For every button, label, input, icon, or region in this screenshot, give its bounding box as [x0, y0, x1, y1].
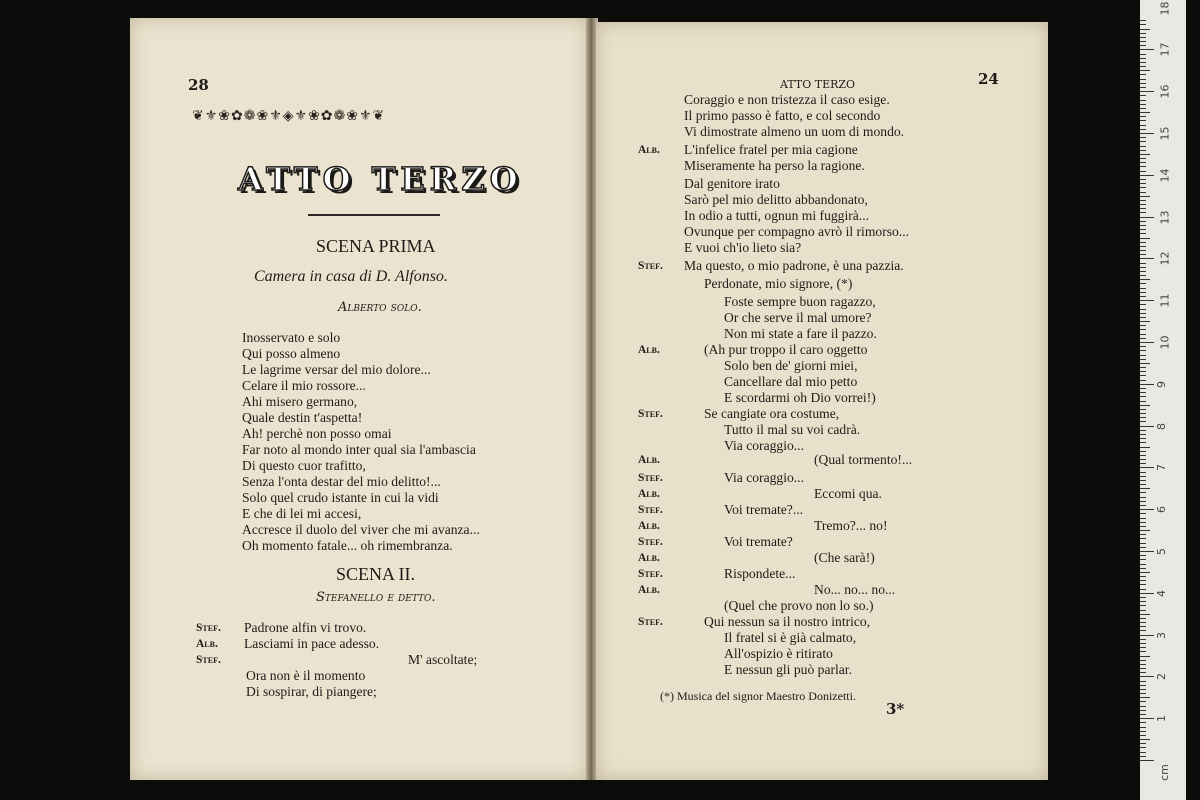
ruler-tick — [1140, 120, 1146, 121]
ruler-tick — [1140, 488, 1150, 489]
ornament-icon: ❦⚜❀✿❁❀⚜◈⚜❀✿❁❀⚜❦ — [192, 108, 386, 124]
verse-line: Solo ben de' giorni miei, — [724, 358, 858, 373]
ruler-tick — [1140, 104, 1146, 105]
verse-line: Via coraggio... — [724, 438, 804, 453]
ruler-tick — [1140, 62, 1146, 63]
ruler-tick — [1140, 317, 1146, 318]
ruler-tick — [1140, 221, 1146, 222]
verse-line: Di questo cuor trafitto, — [242, 458, 366, 473]
ruler-tick — [1140, 41, 1146, 42]
ruler-tick — [1140, 363, 1150, 364]
ruler-tick — [1140, 656, 1150, 657]
scene1-title: SCENA PRIMA — [316, 236, 436, 256]
verse-line: Il primo passo è fatto, e col secondo — [684, 108, 881, 123]
verse-line: Senza l'onta destar del mio delitto!... — [242, 474, 441, 489]
ruler-number: 6 — [1155, 506, 1168, 514]
speaker-label: Alb. — [638, 584, 660, 596]
act-title: ATTO TERZO — [238, 160, 523, 198]
verse-line: Celare il mio rossore... — [242, 378, 366, 393]
verse-line: Far noto al mondo inter qual sia l'ambascia — [242, 442, 476, 457]
ruler-tick — [1140, 66, 1146, 67]
verse-line: Quale destin t'aspetta! — [242, 410, 363, 425]
ruler-tick — [1140, 584, 1146, 585]
ruler-tick — [1140, 442, 1146, 443]
running-head: ATTO TERZO — [780, 78, 856, 91]
ruler-tick — [1140, 166, 1146, 167]
ruler-tick — [1140, 175, 1154, 176]
ruler-tick — [1140, 689, 1146, 690]
ruler-tick — [1140, 413, 1146, 414]
ruler-tick — [1140, 459, 1146, 460]
ruler-tick — [1140, 70, 1150, 71]
verse-line: Cancellare dal mio petto — [724, 374, 858, 389]
footnote: (*) Musica del signor Maestro Donizetti. — [660, 689, 856, 703]
right-page-number: 24 — [978, 70, 999, 88]
ruler-tick — [1140, 146, 1146, 147]
ruler-tick — [1140, 355, 1146, 356]
ruler-number: 18 — [1158, 1, 1172, 16]
verse-line: Qui nessun sa il nostro intrico, — [704, 614, 871, 629]
verse-line: Miseramente ha perso la ragione. — [684, 158, 865, 173]
ruler-tick — [1140, 112, 1150, 113]
verse-line: Tremo?... no! — [814, 518, 888, 533]
ruler-tick — [1140, 417, 1146, 418]
signature-mark: 3* — [886, 700, 905, 718]
ruler-number: 11 — [1158, 293, 1172, 308]
ruler-tick — [1140, 338, 1146, 339]
ruler-tick — [1140, 380, 1146, 381]
ruler-tick — [1140, 626, 1146, 627]
verse-line: Le lagrime versar del mio dolore... — [242, 362, 431, 377]
verse-line: Solo quel crudo istante in cui la vidi — [242, 490, 439, 505]
ruler-tick — [1140, 279, 1150, 280]
speaker-label: Stef. — [638, 504, 663, 516]
ruler-tick — [1140, 476, 1146, 477]
ruler-tick — [1140, 254, 1146, 255]
ruler-tick — [1140, 518, 1146, 519]
speaker-label: Alb. — [638, 520, 660, 532]
ruler-tick — [1140, 492, 1146, 493]
ruler-tick — [1140, 300, 1154, 301]
ruler-tick — [1140, 401, 1146, 402]
verse-line: Perdonate, mio signore, (*) — [704, 276, 853, 291]
ruler-tick — [1140, 54, 1146, 55]
speaker-label: Alb. — [638, 344, 660, 356]
ruler-tick — [1140, 342, 1154, 343]
ruler-tick — [1140, 367, 1146, 368]
verse-line: E vuoi ch'io lieto sia? — [684, 240, 802, 255]
ruler-tick — [1140, 321, 1150, 322]
ruler-tick — [1140, 125, 1146, 126]
ruler-tick — [1140, 158, 1146, 159]
verse-line: Coraggio e non tristezza il caso esige. — [684, 92, 890, 107]
ruler-tick — [1140, 208, 1146, 209]
ruler-tick — [1140, 405, 1150, 406]
speaker-label: Alb. — [638, 488, 660, 500]
ruler-number: 10 — [1158, 335, 1172, 350]
ruler-tick — [1140, 660, 1146, 661]
speaker-label: Stef. — [638, 408, 663, 420]
ruler-tick — [1140, 329, 1146, 330]
ruler-number: 2 — [1155, 673, 1168, 681]
ruler-tick — [1140, 706, 1146, 707]
speaker-label: Stef. — [638, 616, 663, 628]
ruler-tick — [1140, 304, 1146, 305]
title-rule — [308, 214, 440, 216]
verse-line: (Qual tormento!... — [814, 452, 913, 467]
ruler-tick — [1140, 74, 1146, 75]
ruler-tick — [1140, 49, 1154, 50]
ruler-tick — [1140, 246, 1146, 247]
ruler-number: 17 — [1158, 42, 1172, 57]
ruler-tick — [1140, 133, 1154, 134]
ruler-tick — [1140, 267, 1146, 268]
ruler-tick — [1140, 668, 1146, 669]
ruler-tick — [1140, 375, 1146, 376]
ruler-tick — [1140, 426, 1154, 427]
ruler-unit: cm — [1157, 764, 1171, 781]
ruler-number: 1 — [1155, 715, 1168, 723]
ruler-tick — [1140, 614, 1150, 615]
ruler-tick — [1140, 225, 1146, 226]
ruler-tick — [1140, 747, 1146, 748]
ruler-tick — [1140, 238, 1150, 239]
ruler-tick — [1140, 547, 1146, 548]
scene1-setting: Camera in casa di D. Alfonso. — [254, 268, 448, 285]
ruler-tick — [1140, 421, 1146, 422]
ruler-number: 15 — [1158, 126, 1172, 141]
ruler-number: 12 — [1158, 251, 1172, 266]
ruler-tick — [1140, 24, 1146, 25]
ruler-tick — [1140, 676, 1154, 677]
scene1-character: Alberto solo. — [338, 300, 422, 315]
verse-line: M' ascoltate; — [408, 652, 478, 667]
ruler-tick — [1140, 29, 1150, 30]
ruler-number: 14 — [1158, 168, 1172, 183]
ruler-tick — [1140, 643, 1146, 644]
ruler-tick — [1140, 263, 1146, 264]
verse-line: Il fratel si è già calmato, — [724, 630, 857, 645]
speaker-label: Alb. — [196, 638, 218, 650]
verse-line: Tutto il mal su voi cadrà. — [724, 422, 861, 437]
ruler-tick — [1140, 204, 1146, 205]
ruler-tick — [1140, 568, 1146, 569]
speaker-label: Stef. — [638, 472, 663, 484]
ruler-tick — [1140, 530, 1150, 531]
ruler-tick — [1140, 150, 1146, 151]
speaker-label: Stef. — [196, 654, 221, 666]
ruler-number: 4 — [1155, 589, 1168, 597]
ruler-tick — [1140, 196, 1150, 197]
verse-line: Vi dimostrate almeno un uom di mondo. — [684, 124, 905, 139]
ruler-tick — [1140, 564, 1146, 565]
ruler-tick — [1140, 639, 1146, 640]
ruler-tick — [1140, 187, 1146, 188]
ruler-tick — [1140, 179, 1146, 180]
ruler-tick — [1140, 501, 1146, 502]
ruler-tick — [1140, 350, 1146, 351]
ruler-tick — [1140, 409, 1146, 410]
ruler-tick — [1140, 480, 1146, 481]
ruler-tick — [1140, 534, 1146, 535]
speaker-label: Alb. — [638, 454, 660, 466]
ruler-tick — [1140, 701, 1146, 702]
ruler-tick — [1140, 455, 1146, 456]
ruler-tick — [1140, 572, 1150, 573]
ruler-tick — [1140, 580, 1146, 581]
ruler-tick — [1140, 334, 1146, 335]
ruler-tick — [1140, 635, 1154, 636]
verse-line: Ovunque per compagno avrò il rimorso... — [684, 224, 910, 239]
verse-line: Lasciami in pace adesso. — [244, 636, 380, 651]
ruler-tick — [1140, 735, 1146, 736]
ruler-tick — [1140, 756, 1146, 757]
verse-line: Di sospirar, di piangere; — [246, 684, 377, 699]
verse-line: Via coraggio... — [724, 470, 804, 485]
ruler-tick — [1140, 438, 1146, 439]
ruler-tick — [1140, 618, 1146, 619]
ruler-tick — [1140, 217, 1154, 218]
ruler-tick — [1140, 87, 1146, 88]
ruler-tick — [1140, 538, 1146, 539]
ruler-tick — [1140, 739, 1150, 740]
ruler-tick — [1140, 309, 1146, 310]
ruler-tick — [1140, 630, 1146, 631]
verse-line: Sarò pel mio delitto abbandonato, — [684, 192, 868, 207]
ruler-number: 16 — [1158, 84, 1172, 99]
verse-line: (Che sarà!) — [814, 550, 875, 565]
verse-line: Ma questo, o mio padrone, è una pazzia. — [684, 258, 904, 273]
ruler-tick — [1140, 752, 1146, 753]
speaker-label: Stef. — [196, 622, 221, 634]
verse-line: (Quel che provo non lo so.) — [724, 598, 874, 613]
ruler-tick — [1140, 45, 1146, 46]
ruler-tick — [1140, 242, 1146, 243]
ruler-tick — [1140, 589, 1146, 590]
ruler-tick — [1140, 212, 1146, 213]
ruler-tick — [1140, 141, 1146, 142]
ruler-tick — [1140, 509, 1154, 510]
ruler-tick — [1140, 672, 1146, 673]
ruler-tick — [1140, 697, 1150, 698]
verse-line: Eccomi qua. — [814, 486, 882, 501]
ruler-tick — [1140, 484, 1146, 485]
ruler-tick — [1140, 543, 1146, 544]
ruler-tick — [1140, 129, 1146, 130]
verse-line: Se cangiate ora costume, — [704, 406, 840, 421]
speaker-label: Stef. — [638, 260, 663, 272]
verse-line: Foste sempre buon ragazzo, — [724, 294, 876, 309]
ruler-number: 13 — [1158, 210, 1172, 225]
ruler-tick — [1140, 522, 1146, 523]
ruler-tick — [1140, 37, 1146, 38]
speaker-label: Stef. — [638, 568, 663, 580]
ruler-tick — [1140, 727, 1146, 728]
ruler-tick — [1140, 200, 1146, 201]
ruler-tick — [1140, 58, 1146, 59]
ruler-tick — [1140, 229, 1146, 230]
verse-line: Voi tremate?... — [724, 502, 804, 517]
ruler-tick — [1140, 555, 1146, 556]
verse-line: No... no... no... — [814, 582, 896, 597]
ruler-tick — [1140, 250, 1146, 251]
ruler-number: 8 — [1155, 422, 1168, 430]
verse-line: Accresce il duolo del viver che mi avanza... — [242, 522, 480, 537]
ruler-tick — [1140, 472, 1146, 473]
ruler-tick — [1140, 743, 1146, 744]
ruler-tick — [1140, 505, 1146, 506]
ruler-tick — [1140, 154, 1150, 155]
verse-line: Voi tremate? — [724, 534, 793, 549]
ruler-tick — [1140, 651, 1146, 652]
ruler-tick — [1140, 731, 1146, 732]
ruler-tick — [1140, 162, 1146, 163]
verse-line: Ah! perchè non posso omai — [242, 426, 392, 441]
ruler-tick — [1140, 233, 1146, 234]
verse-line: Ahi misero germano, — [242, 394, 358, 409]
ruler-tick — [1140, 192, 1146, 193]
ruler-tick — [1140, 371, 1146, 372]
ruler-tick — [1140, 681, 1146, 682]
ruler-number: 3 — [1155, 631, 1168, 639]
verse-line: All'ospizio è ritirato — [724, 646, 833, 661]
ruler-tick — [1140, 760, 1154, 761]
speaker-label: Alb. — [638, 552, 660, 564]
ruler-tick — [1140, 171, 1146, 172]
ruler-tick — [1140, 288, 1146, 289]
verse-line: Ora non è il momento — [246, 668, 366, 683]
ruler-tick — [1140, 610, 1146, 611]
ruler-tick — [1140, 576, 1146, 577]
verse-line: Qui posso almeno — [242, 346, 341, 361]
ruler-tick — [1140, 83, 1146, 84]
ruler-tick — [1140, 551, 1154, 552]
ruler-number: 9 — [1155, 380, 1168, 388]
ruler-tick — [1140, 388, 1146, 389]
ruler-tick — [1140, 597, 1146, 598]
ruler-tick — [1140, 605, 1146, 606]
ruler-tick — [1140, 513, 1146, 514]
ruler-tick — [1140, 392, 1146, 393]
speaker-label: Stef. — [638, 536, 663, 548]
ruler-tick — [1140, 664, 1146, 665]
verse-line: In odio a tutti, ognun mi fuggirà... — [684, 208, 870, 223]
ruler-tick — [1140, 325, 1146, 326]
ruler-tick — [1140, 33, 1146, 34]
ruler-tick — [1140, 95, 1146, 96]
ruler-tick — [1140, 296, 1146, 297]
ruler-tick — [1140, 137, 1146, 138]
verse-line: Oh momento fatale... oh rimembranza. — [242, 538, 453, 553]
ruler-tick — [1140, 271, 1146, 272]
ruler-tick — [1140, 79, 1146, 80]
ruler-tick — [1140, 183, 1146, 184]
ruler-tick — [1140, 622, 1146, 623]
ruler-tick — [1140, 275, 1146, 276]
ruler-number: 7 — [1155, 464, 1168, 472]
ruler-tick — [1140, 685, 1146, 686]
ruler-tick — [1140, 434, 1146, 435]
ruler-tick — [1140, 100, 1146, 101]
ruler-tick — [1140, 313, 1146, 314]
ruler-tick — [1140, 396, 1146, 397]
ruler-tick — [1140, 292, 1146, 293]
ruler-tick — [1140, 559, 1146, 560]
verse-line: E che di lei mi accesi, — [242, 506, 362, 521]
verse-line: Inosservato e solo — [242, 330, 341, 345]
ruler-tick — [1140, 91, 1154, 92]
verse-line: Padrone alfin vi trovo. — [244, 620, 367, 635]
left-page-number: 28 — [188, 76, 209, 94]
ruler-tick — [1140, 430, 1146, 431]
ruler-tick — [1140, 108, 1146, 109]
scene2-character: Stefanello e detto. — [316, 590, 436, 605]
ruler-tick — [1140, 20, 1146, 21]
verse-line: Dal genitore irato — [684, 176, 780, 191]
ruler-tick — [1140, 710, 1146, 711]
verse-line: E scordarmi oh Dio vorrei!) — [724, 390, 876, 405]
ruler-tick — [1140, 593, 1154, 594]
ruler-tick — [1140, 467, 1154, 468]
ruler-tick — [1140, 647, 1146, 648]
ruler-tick — [1140, 116, 1146, 117]
ruler-tick — [1140, 359, 1146, 360]
ruler-tick — [1140, 722, 1146, 723]
verse-line: Or che serve il mal umore? — [724, 310, 872, 325]
ruler-tick — [1140, 283, 1146, 284]
ruler-tick — [1140, 693, 1146, 694]
measuring-ruler — [1140, 0, 1186, 800]
ruler-tick — [1140, 463, 1146, 464]
speaker-label: Alb. — [638, 144, 660, 156]
ruler-tick — [1140, 601, 1146, 602]
ruler-number: 5 — [1155, 548, 1168, 555]
ruler-tick — [1140, 384, 1154, 385]
verse-line: (Ah pur troppo il caro oggetto — [704, 342, 868, 357]
ruler-tick — [1140, 346, 1146, 347]
scene2-title: SCENA II. — [336, 564, 416, 584]
verse-line: Rispondete... — [724, 566, 796, 581]
ruler-tick — [1140, 714, 1146, 715]
ruler-tick — [1140, 718, 1154, 719]
ruler-tick — [1140, 258, 1154, 259]
ruler-tick — [1140, 451, 1146, 452]
verse-line: E nessun gli può parlar. — [724, 662, 852, 677]
ruler-tick — [1140, 526, 1146, 527]
verse-line: L'infelice fratel per mia cagione — [684, 142, 858, 157]
ruler-tick — [1140, 447, 1150, 448]
ruler-tick — [1140, 497, 1146, 498]
verse-line: Non mi state a fare il pazzo. — [724, 326, 877, 341]
